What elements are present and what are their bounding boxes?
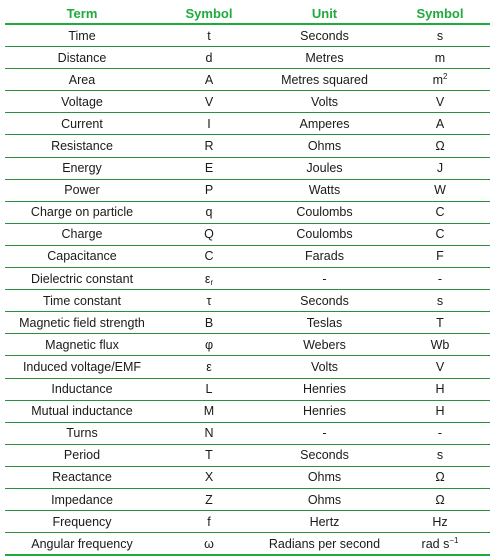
cell-unit xyxy=(259,400,390,422)
cell-unit-symbol xyxy=(390,444,490,466)
cell-unit xyxy=(259,268,390,290)
cell-term-text: Charge xyxy=(61,227,103,242)
symbol-subscript: r xyxy=(210,277,214,287)
table-row xyxy=(5,334,490,356)
cell-unit xyxy=(259,201,390,223)
cell-term xyxy=(5,245,159,267)
cell-unit-symbol xyxy=(390,488,490,510)
cell-unit-symbol-text: s xyxy=(436,28,444,43)
cell-unit-symbol-text: rad s xyxy=(421,536,450,551)
cell-unit-text: Seconds xyxy=(300,28,349,43)
cell-unit-text: Webers xyxy=(303,337,346,352)
cell-symbol-text: N xyxy=(204,426,214,441)
cell-term-text: Inductance xyxy=(51,382,113,397)
cell-term xyxy=(5,378,159,400)
cell-unit xyxy=(259,422,390,444)
unit-symbol-superscript: 2 xyxy=(442,71,448,81)
cell-symbol xyxy=(159,179,259,201)
cell-unit-symbol-text: H xyxy=(435,382,445,397)
cell-unit xyxy=(259,91,390,113)
cell-unit-symbol-text: J xyxy=(436,161,444,176)
cell-unit-text: Coulombs xyxy=(296,227,353,242)
cell-unit-symbol-text: Ω xyxy=(435,139,445,154)
cell-symbol-text: R xyxy=(204,139,214,154)
cell-unit-symbol-text: F xyxy=(436,249,444,264)
cell-symbol-text: Z xyxy=(205,492,213,507)
cell-unit-text: Coulombs xyxy=(296,205,353,220)
table-row xyxy=(5,466,490,488)
cell-unit-symbol xyxy=(390,157,490,179)
cell-term-text: Induced voltage/EMF xyxy=(22,359,142,374)
cell-term xyxy=(5,157,159,179)
cell-term xyxy=(5,201,159,223)
table-header xyxy=(5,4,490,24)
table-row xyxy=(5,135,490,157)
cell-unit xyxy=(259,511,390,533)
cell-unit xyxy=(259,223,390,245)
cell-term xyxy=(5,466,159,488)
cell-symbol-text: V xyxy=(204,94,214,109)
cell-term xyxy=(5,400,159,422)
cell-unit-text: Ohms xyxy=(307,492,342,507)
cell-term-text: Reactance xyxy=(52,470,112,485)
cell-unit xyxy=(259,157,390,179)
cell-symbol-text: P xyxy=(204,183,214,198)
cell-symbol xyxy=(159,422,259,444)
cell-unit-symbol xyxy=(390,201,490,223)
cell-symbol xyxy=(159,113,259,135)
cell-unit-symbol xyxy=(390,312,490,334)
cell-term-text: Capacitance xyxy=(47,249,117,264)
cell-unit-text: Henries xyxy=(302,404,347,419)
cell-symbol xyxy=(159,378,259,400)
cell-unit-text: - xyxy=(322,426,327,441)
cell-unit-text: Metres xyxy=(305,50,344,65)
cell-unit-symbol-text: Ω xyxy=(435,470,445,485)
cell-unit-symbol-text: m xyxy=(432,72,443,87)
cell-symbol-text: Q xyxy=(204,227,214,242)
cell-term xyxy=(5,312,159,334)
table-row xyxy=(5,113,490,135)
cell-unit xyxy=(259,466,390,488)
table-row xyxy=(5,290,490,312)
cell-term-text: Frequency xyxy=(52,514,112,529)
cell-unit-symbol-text: s xyxy=(436,448,444,463)
cell-symbol xyxy=(159,444,259,466)
cell-term-text: Charge on particle xyxy=(30,205,134,220)
cell-term xyxy=(5,24,159,47)
cell-symbol-text: I xyxy=(207,116,211,131)
cell-symbol-text: E xyxy=(204,161,214,176)
cell-term-text: Mutual inductance xyxy=(31,404,133,419)
cell-symbol xyxy=(159,201,259,223)
table-row xyxy=(5,511,490,533)
cell-symbol-text: ω xyxy=(204,536,214,551)
unit-symbol-superscript: −1 xyxy=(449,535,459,545)
header-symbol: Symbol xyxy=(159,4,259,24)
cell-symbol-text: L xyxy=(205,382,213,397)
cell-term xyxy=(5,69,159,91)
cell-unit-text: Metres squared xyxy=(281,72,368,87)
cell-unit xyxy=(259,135,390,157)
cell-unit-symbol xyxy=(390,356,490,378)
cell-term xyxy=(5,223,159,245)
cell-unit-symbol-text: - xyxy=(437,426,443,441)
cell-term-text: Voltage xyxy=(61,94,103,109)
table-row xyxy=(5,378,490,400)
cell-symbol-text: B xyxy=(204,315,214,330)
table-row xyxy=(5,24,490,47)
cell-unit-symbol-text: T xyxy=(436,315,444,330)
cell-symbol-text: X xyxy=(204,470,214,485)
header-row xyxy=(5,4,490,24)
cell-unit-text: Watts xyxy=(308,183,341,198)
cell-unit-symbol xyxy=(390,135,490,157)
cell-term xyxy=(5,179,159,201)
cell-term xyxy=(5,113,159,135)
cell-unit-text: Seconds xyxy=(300,448,349,463)
cell-unit-symbol-text: V xyxy=(435,359,445,374)
cell-term-text: Period xyxy=(63,448,101,463)
cell-unit-symbol xyxy=(390,378,490,400)
cell-unit-symbol-text: Ω xyxy=(435,492,445,507)
cell-symbol-text: ε xyxy=(204,271,211,286)
cell-term xyxy=(5,488,159,510)
cell-unit xyxy=(259,290,390,312)
cell-unit-symbol-text: C xyxy=(435,227,445,242)
cell-symbol-text: τ xyxy=(206,293,212,308)
cell-symbol xyxy=(159,356,259,378)
cell-symbol xyxy=(159,157,259,179)
table-row xyxy=(5,356,490,378)
cell-term xyxy=(5,290,159,312)
cell-unit xyxy=(259,47,390,69)
cell-unit-symbol-text: V xyxy=(435,94,445,109)
table-row xyxy=(5,422,490,444)
header-unit: Unit xyxy=(259,4,390,24)
table-row xyxy=(5,223,490,245)
cell-unit-symbol-text: - xyxy=(437,271,443,286)
cell-unit-symbol xyxy=(390,24,490,47)
cell-unit xyxy=(259,444,390,466)
cell-symbol xyxy=(159,69,259,91)
cell-term-text: Current xyxy=(61,116,103,131)
cell-unit-text: Henries xyxy=(302,382,347,397)
cell-term-text: Time xyxy=(68,28,96,43)
cell-symbol-text: q xyxy=(205,205,213,220)
cell-unit-symbol xyxy=(390,334,490,356)
cell-term xyxy=(5,356,159,378)
cell-symbol xyxy=(159,488,259,510)
cell-unit xyxy=(259,334,390,356)
table-row xyxy=(5,91,490,113)
cell-unit-text: Radians per second xyxy=(268,536,381,551)
cell-term-text: Magnetic flux xyxy=(45,337,119,352)
cell-unit xyxy=(259,179,390,201)
cell-term-text: Magnetic field strength xyxy=(19,315,145,330)
cell-symbol-text: t xyxy=(207,28,211,43)
cell-term-text: Power xyxy=(64,183,100,198)
table-row xyxy=(5,400,490,422)
cell-unit-text: Amperes xyxy=(299,116,350,131)
table-row xyxy=(5,312,490,334)
cell-unit-symbol-text: Wb xyxy=(430,337,450,352)
cell-unit-symbol-text: m xyxy=(434,50,446,65)
cell-term-text: Time constant xyxy=(42,293,122,308)
cell-unit xyxy=(259,378,390,400)
cell-unit-symbol xyxy=(390,245,490,267)
cell-unit xyxy=(259,356,390,378)
cell-unit-text: Ohms xyxy=(307,139,342,154)
cell-symbol xyxy=(159,245,259,267)
cell-unit-symbol-text: C xyxy=(435,205,445,220)
cell-unit-symbol xyxy=(390,223,490,245)
cell-unit-text: - xyxy=(322,271,327,286)
cell-unit-symbol xyxy=(390,466,490,488)
cell-term xyxy=(5,422,159,444)
cell-symbol xyxy=(159,334,259,356)
cell-term-text: Turns xyxy=(66,426,98,441)
cell-symbol-text: f xyxy=(207,514,211,529)
cell-unit-symbol xyxy=(390,400,490,422)
cell-symbol xyxy=(159,511,259,533)
cell-unit-text: Farads xyxy=(305,249,344,264)
cell-symbol xyxy=(159,268,259,290)
cell-unit-symbol-text: H xyxy=(435,404,445,419)
quantities-table-container xyxy=(5,4,490,556)
cell-unit-text: Ohms xyxy=(307,470,342,485)
cell-unit-symbol xyxy=(390,179,490,201)
table-row xyxy=(5,201,490,223)
table-row xyxy=(5,179,490,201)
cell-symbol-text: d xyxy=(205,50,213,65)
cell-unit xyxy=(259,69,390,91)
cell-unit-symbol xyxy=(390,47,490,69)
cell-symbol xyxy=(159,312,259,334)
cell-unit xyxy=(259,113,390,135)
cell-term-text: Impedance xyxy=(51,492,113,507)
cell-unit-symbol-text: A xyxy=(435,116,445,131)
cell-symbol-text: φ xyxy=(204,337,214,352)
cell-unit-symbol xyxy=(390,268,490,290)
cell-unit-symbol xyxy=(390,69,490,91)
cell-term xyxy=(5,91,159,113)
table-row xyxy=(5,268,490,290)
cell-symbol xyxy=(159,47,259,69)
cell-symbol xyxy=(159,223,259,245)
cell-symbol xyxy=(159,400,259,422)
cell-symbol-text: C xyxy=(204,249,214,264)
cell-unit xyxy=(259,24,390,47)
cell-unit-symbol-text: s xyxy=(436,293,444,308)
table-row xyxy=(5,157,490,179)
table-row xyxy=(5,245,490,267)
table-row xyxy=(5,444,490,466)
cell-term xyxy=(5,268,159,290)
cell-symbol-text: A xyxy=(204,72,214,87)
cell-unit-symbol xyxy=(390,422,490,444)
cell-unit-symbol xyxy=(390,91,490,113)
cell-term xyxy=(5,511,159,533)
quantities-table xyxy=(5,4,490,556)
cell-unit-text: Seconds xyxy=(300,293,349,308)
cell-unit-text: Teslas xyxy=(306,315,343,330)
cell-term-text: Angular frequency xyxy=(31,536,133,551)
cell-unit-symbol-text: Hz xyxy=(432,514,448,529)
cell-unit-symbol-text: W xyxy=(434,183,446,198)
cell-unit xyxy=(259,245,390,267)
cell-symbol xyxy=(159,290,259,312)
cell-term-text: Energy xyxy=(62,161,102,176)
cell-unit-symbol xyxy=(390,511,490,533)
cell-symbol xyxy=(159,24,259,47)
cell-term xyxy=(5,334,159,356)
table-body xyxy=(5,24,490,555)
cell-unit-symbol xyxy=(390,113,490,135)
cell-term xyxy=(5,444,159,466)
cell-unit-text: Hertz xyxy=(309,514,340,529)
cell-term xyxy=(5,135,159,157)
table-row xyxy=(5,69,490,91)
cell-term-text: Dielectric constant xyxy=(30,271,134,286)
cell-unit-text: Volts xyxy=(310,359,339,374)
table-row xyxy=(5,47,490,69)
cell-unit xyxy=(259,312,390,334)
cell-symbol xyxy=(159,466,259,488)
cell-term-text: Distance xyxy=(57,50,107,65)
header-term: Term xyxy=(5,4,159,24)
table-row xyxy=(5,488,490,510)
header-unit-symbol: Symbol xyxy=(390,4,490,24)
cell-symbol xyxy=(159,135,259,157)
cell-symbol-text: T xyxy=(205,448,213,463)
cell-unit-symbol xyxy=(390,290,490,312)
cell-symbol-text: M xyxy=(203,404,215,419)
cell-symbol-text: ε xyxy=(206,359,212,374)
cell-unit-text: Volts xyxy=(310,94,339,109)
cell-term xyxy=(5,47,159,69)
cell-symbol xyxy=(159,91,259,113)
cell-term-text: Resistance xyxy=(51,139,113,154)
cell-unit xyxy=(259,488,390,510)
cell-unit-text: Joules xyxy=(306,161,343,176)
cell-term-text: Area xyxy=(68,72,96,87)
